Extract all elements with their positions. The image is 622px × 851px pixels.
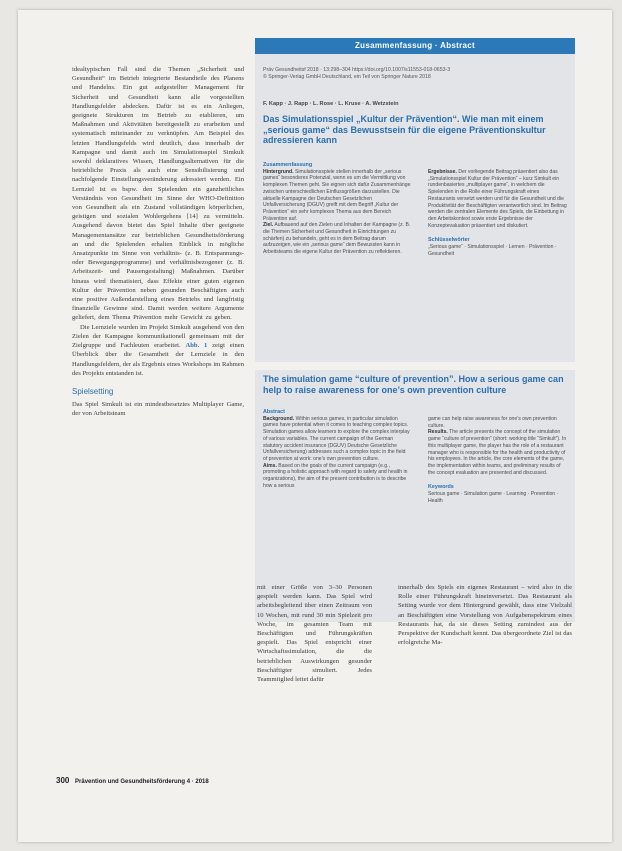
german-abstract-right — [428, 169, 568, 257]
figure-reference-link[interactable]: Abb. 1 — [185, 342, 208, 350]
keywords-label-en: Keywords — [428, 484, 454, 491]
left-paragraph-1: idealtypischen Fall sind die Themen „Sicherheit und Gesundheit“ im Betrieb integrierte Bestandteile des Planens und Handelns. Ein gut aufgestellter Management für Sicherheit und Gesundheit kann alle vorgestellten Handlungsfelder abdecken. Dafür ist es ein Anliegen, geeignete Strukturen im Betrieb zu etablieren, um Maßnahmen und Aktivitäten bereitgestellt zu erarbeiten und systematisch miteinander zu verknüpfen. Am Beispiel des letzten Handlungsfelds wird deutlich, dass innerhalb der Kampagne und damit auch im Simulationsspiel Simkult sowohl deklaratives Wissen, Handlungsalternativen für die betriebliche Praxis als auch eine Sensibilisierung und nachfolgende Einstellungsveränderung adressiert werden. Ein Lernziel ist es bspw. den Spielenden ein ganzheitliches Verständnis von Gesundheit im Sinne der WHO-Definition von Gesundheit als ein Zustand vollständigen körperlichen, geistigen und sozialen Wohlergehens [14] zu vermitteln. Ausgehend davon bietet das Spiel Inhalte über geeignete Managementansätze zur betrieblichen Gesundheitsförderung an und die Spielenden erhalten Einblick in mögliche Ansatzpunkte im Sinne von verhältnis- (z. B. Entspannungs- oder Bewegungsprogramme) und verhältnisbezogener (z. B. Arbeitszeit- und Pausengestaltung) Maßnahmen. Darüber hinaus wird thematisiert, dass Effekte einer guten eigenen Kultur der Prävention neben gesunden Beschäftigten auch eine positive Außendarstellung eines Betriebs und langfristig finanzielle Gewinne sind. Damit werden weitere Argumente geliefert, dem Thema Prävention mehr Gewicht zu geben. — [72, 66, 244, 322]
background-head-de: Hintergrund. — [263, 168, 294, 175]
journal-title-footer: Prävention und Gesundheitsförderung 4 · 2018 — [75, 779, 209, 785]
journal-citation-line-2: © Springer-Verlag GmbH Deutschland, ein Teil von Springer Nature 2018 — [263, 74, 431, 80]
results-text-de: Der vorliegende Beitrag präsentiert also das „Simulationsspiel Kultur der Prävention“ – kurz Simkult ein rundenbasiertes „multiplayer game“, in welchem die Spielenden in die Rolle einer Führungskraft eines Restaurants versetzt werden und für die Gesundheit und die Produktivität der Beschäftigten verantwortlich sind. Im Beitrag werden die zentralen Elemente des Spiels, die Einbettung in den Arbeitskontext sowie erste Ergebnisse der Konzeptevaluation präsentiert und diskutiert. — [428, 169, 567, 229]
page-footer — [56, 776, 209, 785]
results-head-en: Results. — [428, 429, 448, 436]
abstract-label: Abstract — [263, 409, 285, 415]
aims-text-en: Based on the goals of the current campaign (e.g., promoting a holistic approach with regard to safety and health in organizations), the aim of the present contribution is to describe how a serious — [263, 462, 408, 489]
english-aims-continued: game can help raise awareness for one’s own prevention culture. — [428, 416, 557, 429]
german-aim — [263, 222, 411, 256]
german-results — [428, 169, 568, 229]
left-paragraph-2 — [72, 323, 244, 378]
results-text-en: The article presents the concept of the simulation game “culture of prevention” (short: working title “Simkult”). In this multiplayer game, the player has the role of a restaurant manager who is responsible for the health and productivity of his employees. In the article, the core elements of the game, the implementation within teams, and preliminary results of the concept evaluation are presented and discussed. — [428, 429, 567, 476]
left-paragraph-2-a: Die Lernziele wurden im Projekt Simkult ausgehend von den Zielen der Kampagne kommunikationell gemeinsam mit der Zielgruppe und Fachleuten erarbeitet. — [72, 323, 244, 350]
journal-citation-line-1: Präv Gesundheitsf 2018 · 13:298–304 https://doi.org/10.1007/s11553-018-0653-3 — [263, 67, 451, 73]
background-text-de: Simulationsspiele stellen innerhalb der „serious games“ besonderes Potenzial, wenn es um die Vermittlung von komplexen Themen geht. Sie eignen sich dafür Zusammenhänge zwischen unterschiedlichen Einflussgrößen darzustellen. Die aktuelle Kampagne der Deutschen Gesetzlichen Unfallversicherung (DGUV) greift mit dem Begriff „Kultur der Prävention“ ein sehr komplexes Thema aus dem Bereich Prävention auf. — [263, 168, 411, 222]
english-results — [428, 429, 568, 476]
keywords-en: Serious game · Simulation game · Learning · Prevention · Health — [428, 491, 559, 504]
german-background — [263, 169, 411, 223]
background-text-en: Within serious games, in particular simulation games have potential when it comes to teaching complex topics. Simulation games allow learners to explore the complex interplay of various variables. The current campaign of the German statutory accident insurance (DGUV) Deutsche Gesetzliche Unfallversicherung) addresses such a complex topic in the field of prevention at work: one’s own prevention culture. — [263, 415, 410, 462]
body-column-3-text: innerhalb des Spiels ein eigenes Restaurant – wird also in die Rolle einer Führungskraft hineinversetzt. Das Restaurant als Setting wurde vor dem Hintergrund gewählt, dass eine Vielzahl an Beschäftigten eine Vorstellung von Aufgabenspektrum eines Restaurants hat, da sie dieses Setting zumindest aus der Perspektive der Kundschaft kennt. Das übergeordnete Ziel ist das erfolgreiche Ma- — [398, 584, 572, 647]
aims-head-en: Aims. — [263, 462, 277, 469]
background-head-en: Background. — [263, 415, 295, 422]
aim-head-de: Ziel. — [263, 222, 274, 229]
keywords-de: „Serious game“ · Simulationsspiel · Lernen · Prävention · Gesundheit — [428, 244, 557, 257]
section-heading-spielsetting: Spielsetting — [72, 386, 114, 396]
english-abstract-right — [428, 416, 568, 504]
body-column-2-text: mit einer Größe von 3–30 Personen gespielt werden kann. Das Spiel wird arbeitsbegleitend über einen Zeitraum von 10 Wochen, mit rund 30 min Spielzeit pro Woche, im gesamten Team mit Beschäftigten und Führungskräften gespielt. Das Spiel entspricht einer Wirtschaftssimulation, die die betrieblichen Auswirkungen gesunder Beschäftigter simuliert. Jedes Teammitglied leitet dafür — [257, 584, 372, 684]
results-head-de: Ergebnisse. — [428, 169, 457, 175]
journal-citation — [263, 67, 568, 81]
body-column-3 — [398, 583, 572, 647]
english-title: The simulation game “culture of prevention”. How a serious game can help to raise awareness for one’s own prevention culture — [263, 374, 564, 395]
summary-header: Zusammenfassung · Abstract — [255, 38, 575, 54]
german-title: Das Simulationsspiel „Kultur der Prävention“. Wie man mit einem „serious game“ das Bewusstsein für die eigene Präventionskultur adressieren kann — [263, 114, 546, 146]
author-list: F. Kapp · J. Rapp · L. Rose · L. Kruse · A. Wetzstein — [263, 101, 399, 107]
left-paragraph-2-b: zeigt einen Überblick über die Gesamtheit der Lernziele in den Handlungsfeldern, der als Ergebnis eines Workshops im Rahmen des Projekts entstanden ist. — [72, 342, 244, 377]
left-column — [72, 65, 244, 419]
page-number: 300 — [56, 776, 70, 785]
english-abstract-left — [263, 409, 411, 489]
zusammenfassung-label: Zusammenfassung — [263, 162, 313, 168]
panel-divider — [255, 362, 575, 370]
english-aims — [263, 463, 411, 490]
body-column-2 — [257, 583, 372, 684]
english-background — [263, 416, 411, 463]
aim-text-de: Aufbauend auf den Zielen und Inhalten der Kampagne (z. B. die Themen Sicherheit und Gesundheit in Einrichtungen zu schärfen) zu behandeln, geht es in dem Beitrag darum aufzuzeigen, wie ein „serious game“ dem Bewussten kann in Arbeitsteams die eigene Kultur der Prävention zu reflektieren. — [263, 222, 411, 256]
keywords-label-de: Schlüsselwörter — [428, 237, 470, 244]
german-abstract-left — [263, 162, 411, 256]
left-paragraph-3: Das Spiel Simkult ist ein mindestbesetztes Multiplayer Game, der von Arbeitsteam — [72, 401, 244, 418]
